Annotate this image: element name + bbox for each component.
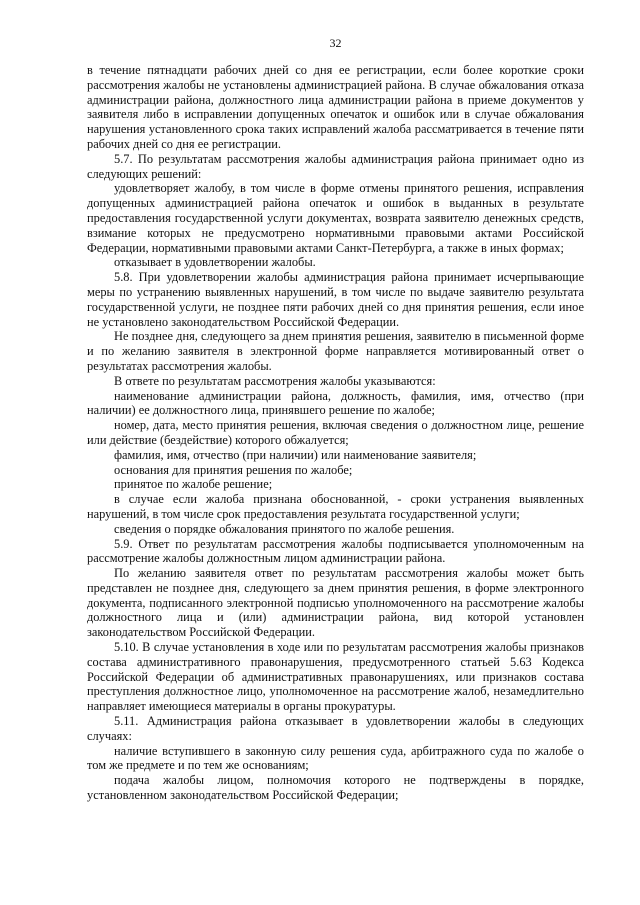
document-body (87, 63, 584, 803)
paragraph: В ответе по результатам рассмотрения жалобы указываются: (114, 373, 436, 388)
paragraph: По желанию заявителя ответ по результатам рассмотрения жалобы может быть представлен не позднее дня, следующего за днем принятия решения, в форме электронного документа, подписанного электронной подписью уполномоченного на рассмотрение жалобы должностного лица и (или) администрации района, вид которой установлен законодательством Российской Федерации. (87, 566, 584, 640)
paragraph: 5.9. Ответ по результатам рассмотрения жалобы подписывается уполномоченным на рассмотрение жалобы должностным лицом администрации района. (87, 536, 584, 566)
paragraph: подача жалобы лицом, полномочия которого не подтверждены в порядке, установленном законодательством Российской Федерации; (87, 773, 584, 803)
paragraph: удовлетворяет жалобу, в том числе в форме отмены принятого решения, исправления допущенных администрацией района опечаток и ошибок в выданных в результате предоставления государственной услуги документах, возврата заявителю денежных средств, взимание которых не предусмотрено нормативными правовыми актами Российской Федерации, нормативными правовыми актами Санкт-Петербурга, а также в иных формах; (87, 181, 584, 255)
paragraph: отказывает в удовлетворении жалобы. (114, 255, 316, 270)
paragraph: 5.11. Администрация района отказывает в удовлетворении жалобы в следующих случаях: (87, 714, 584, 743)
paragraph: принятое по жалобе решение; (114, 477, 273, 492)
paragraph: наличие вступившего в законную силу решения суда, арбитражного суда по жалобе о том же предмете и по тем же основаниям; (87, 743, 584, 773)
paragraph: Не позднее дня, следующего за днем принятия решения, заявителю в письменной форме и по желанию заявителя в электронной форме направляется мотивированный ответ о результатах рассмотрения жалобы. (87, 329, 584, 373)
paragraph: в случае если жалоба признана обоснованной, - сроки устранения выявленных нарушений, в том числе срок предоставления результата государственной услуги; (87, 492, 584, 521)
paragraph: наименование администрации района, должность, фамилия, имя, отчество (при наличии) ее должностного лица, принявшего решение по жалобе; (87, 388, 584, 418)
paragraph: 5.10. В случае установления в ходе или по результатам рассмотрения жалобы признаков состава административного правонарушения, предусмотренного статьей 5.63 Кодекса Российской Федерации об административных правонарушениях, или признаков состава преступления должностное лицо, уполномоченное на рассмотрение жалоб, незамедлительно направляет имеющиеся материалы в органы прокуратуры. (87, 640, 584, 714)
paragraph: 5.8. При удовлетворении жалобы администрация района принимает исчерпывающие меры по устранению выявленных нарушений, в том числе по выдаче заявителю результата государственной услуги, не позднее пяти рабочих дней со дня принятия решения, если иное не установлено законодательством Российской Федерации. (87, 270, 584, 329)
paragraph: основания для принятия решения по жалобе; (114, 462, 353, 477)
page-number: 32 (329, 36, 342, 50)
paragraph: 5.7. По результатам рассмотрения жалобы администрация района принимает одно из следующих решений: (87, 151, 584, 181)
paragraph: сведения о порядке обжалования принятого по жалобе решения. (114, 521, 455, 536)
paragraph: фамилия, имя, отчество (при наличии) или наименование заявителя; (114, 447, 477, 462)
paragraph: в течение пятнадцати рабочих дней со дня ее регистрации, если более короткие сроки рассмотрения жалобы не установлены администрацией района. В случае обжалования отказа администрации района, должностного лица администрации района в приеме документов у заявителя либо в исправлении допущенных опечаток и ошибок или в случае обжалования нарушения установленного срока таких исправлений жалоба рассматривается в течение пяти рабочих дней со дня ее регистрации. (87, 63, 584, 151)
paragraph: номер, дата, место принятия решения, включая сведения о должностном лице, решение или действие (бездействие) которого обжалуется; (87, 418, 584, 447)
